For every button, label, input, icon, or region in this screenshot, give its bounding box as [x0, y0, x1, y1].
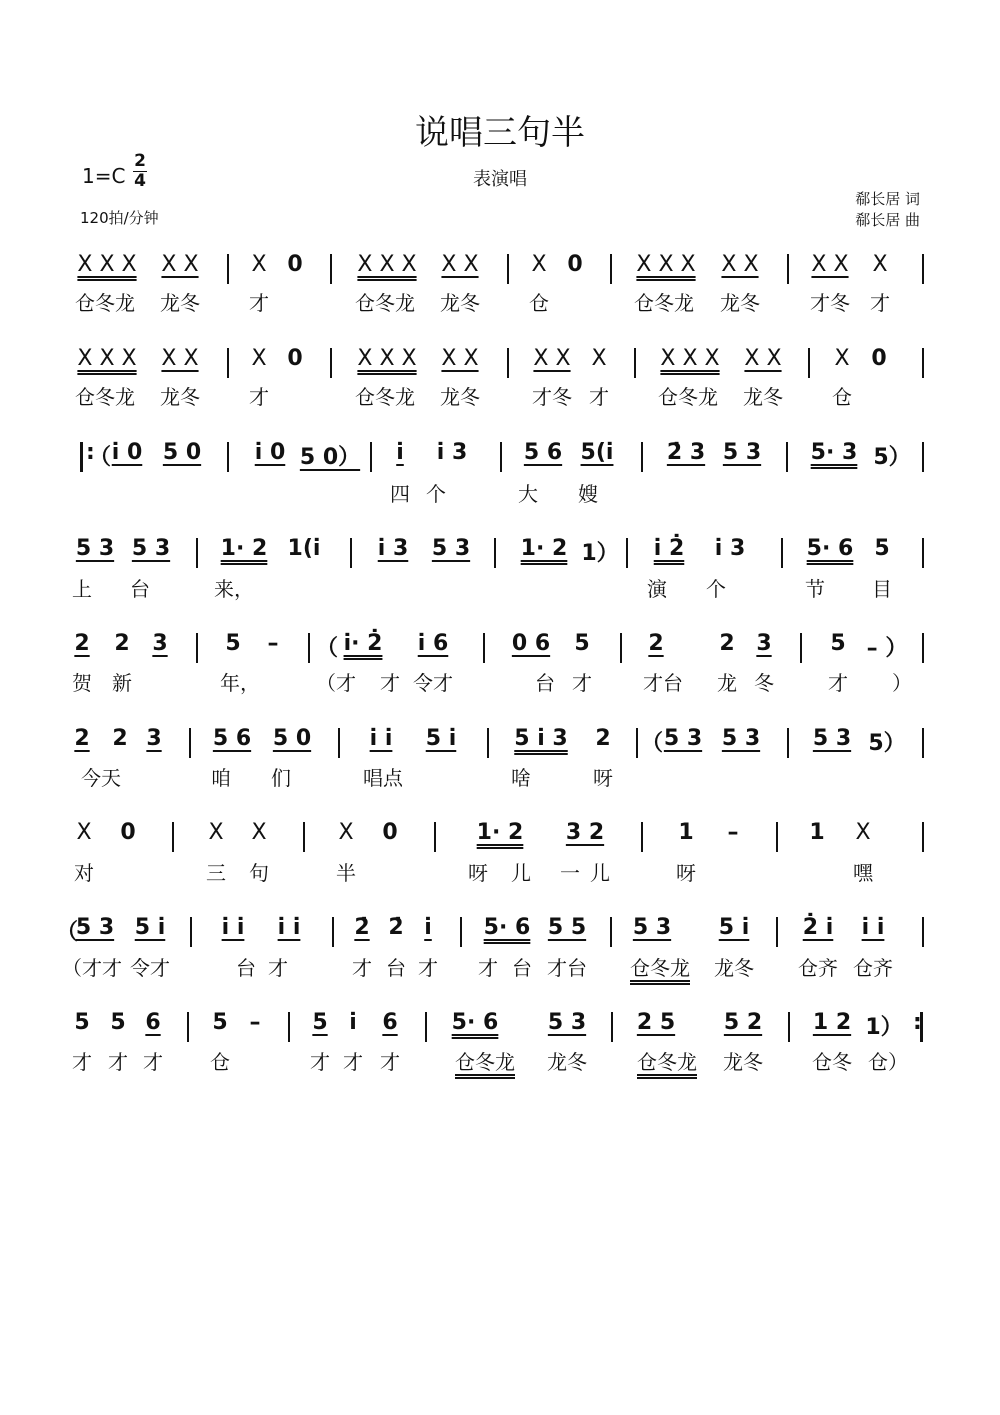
note-group: 1· 2	[220, 536, 268, 561]
note-group: i̇ i̇	[369, 726, 393, 751]
barline	[611, 1012, 613, 1042]
note-group: i̇ i̇	[861, 915, 885, 940]
lyric-syllable: （才才	[62, 956, 122, 980]
note-group: 5 3	[721, 726, 761, 751]
note-group: 5	[574, 631, 590, 656]
percussion-beat: X	[251, 252, 267, 277]
percussion-beat: X X	[721, 252, 759, 277]
note-group: （	[55, 920, 79, 945]
note-group: i̇ 6	[417, 631, 449, 656]
note-group: –	[267, 631, 279, 656]
lyric-syllable: 唱点	[363, 766, 403, 790]
lyric-syllable: 啥	[511, 766, 531, 790]
barline	[808, 348, 810, 378]
note-group: 2	[74, 726, 90, 751]
note-group: 5 6	[523, 440, 563, 465]
lyric-syllable: 才	[478, 956, 498, 980]
lyric-syllable: 才	[268, 956, 288, 980]
barline	[922, 917, 924, 947]
lyric-syllable: 龙冬	[720, 291, 760, 315]
note-group: 1 2	[812, 1010, 852, 1035]
lyric-line-7	[0, 857, 1000, 887]
barline	[610, 917, 612, 947]
note-group: 5· 6	[451, 1010, 499, 1035]
lyric-syllable: 龙冬	[743, 385, 783, 409]
lyric-syllable: 儿	[590, 861, 610, 885]
time-signature-top: 2	[134, 151, 146, 171]
note-group: 5	[830, 631, 846, 656]
lyric-syllable: 仓冬龙	[75, 385, 135, 409]
note-group: i̇ 0	[254, 440, 286, 465]
lyric-line-2	[0, 381, 1000, 411]
notation-line-3	[0, 440, 1000, 474]
barline	[776, 917, 778, 947]
barline	[190, 917, 192, 947]
barline	[922, 538, 924, 568]
note-group: 5	[312, 1010, 328, 1035]
barline	[781, 538, 783, 568]
barline	[788, 1012, 790, 1042]
note-group: 0 6	[511, 631, 551, 656]
lyric-line-1	[0, 287, 1000, 317]
lyric-syllable: 龙冬	[160, 385, 200, 409]
barline	[288, 1012, 290, 1042]
barline	[189, 728, 191, 758]
lyric-syllable: 仓冬龙	[355, 385, 415, 409]
note-group: 1	[809, 820, 825, 845]
note-group: 3	[152, 631, 168, 656]
barline	[196, 538, 198, 568]
note-group: 0	[287, 252, 303, 277]
lyric-syllable: 贺	[72, 671, 92, 695]
lyric-syllable: 令才	[130, 956, 170, 980]
lyric-line-4	[0, 573, 1000, 603]
percussion-beat: X	[591, 346, 607, 371]
note-group: 1）	[581, 541, 619, 566]
lyric-syllable: 新	[112, 671, 132, 695]
barline	[487, 728, 489, 758]
lyric-syllable: 四	[390, 482, 410, 506]
note-group: 0	[120, 820, 136, 845]
note-group: 5 3	[75, 536, 115, 561]
note-group: 0	[871, 346, 887, 371]
lyric-syllable: 上	[72, 577, 92, 601]
lyric-syllable: 才台	[643, 671, 683, 695]
lyric-syllable: 大	[518, 482, 538, 506]
lyric-syllable: 仓齐	[798, 956, 838, 980]
percussion-beat: X X	[533, 346, 571, 371]
lyric-syllable: 一	[560, 861, 580, 885]
percussion-beat: X X X	[357, 252, 417, 277]
song-title: 说唱三句半	[415, 113, 585, 153]
percussion-beat: X X	[161, 346, 199, 371]
percussion-beat: X X	[441, 252, 479, 277]
lyric-syllable: （才	[316, 671, 356, 695]
lyric-syllable: 才	[143, 1050, 163, 1074]
lyric-syllable: 令才	[413, 671, 453, 695]
barline	[500, 442, 502, 472]
note-group: （	[640, 731, 664, 756]
note-group: 5）	[868, 731, 906, 756]
note-group: 5· 6	[483, 915, 531, 940]
note-group: 0	[567, 252, 583, 277]
barline	[460, 917, 462, 947]
note-group: 0	[287, 346, 303, 371]
note-group: 5 3	[722, 440, 762, 465]
notation-line-5	[0, 631, 1000, 665]
note-group: 1	[678, 820, 694, 845]
barline	[787, 728, 789, 758]
percussion-beat: X	[338, 820, 354, 845]
lyric-syllable: 来，	[214, 577, 254, 601]
lyric-syllable: 嫂	[578, 482, 598, 506]
barline	[330, 254, 332, 284]
barline	[494, 538, 496, 568]
note-group: 2̇	[354, 915, 370, 940]
lyric-syllable: 年，	[220, 671, 260, 695]
note-group: （	[88, 445, 112, 470]
lyric-syllable: 冬	[754, 671, 774, 695]
lyric-line-5	[0, 667, 1000, 697]
percussion-beat: X X	[811, 252, 849, 277]
note-group: 2̇ 3	[666, 440, 706, 465]
percussion-beat: X X X	[636, 252, 696, 277]
lyric-syllable: 才	[380, 671, 400, 695]
note-group: 6	[382, 1010, 398, 1035]
barline	[620, 633, 622, 663]
note-group: 2	[719, 631, 735, 656]
barline	[303, 822, 305, 852]
lyric-syllable: 个	[426, 482, 446, 506]
note-group: 5 3	[632, 915, 672, 940]
lyric-syllable: 才	[343, 1050, 363, 1074]
lyric-syllable: 才	[72, 1050, 92, 1074]
note-group: 5 3	[812, 726, 852, 751]
percussion-beat: X X X	[357, 346, 417, 371]
percussion-beat: X X X	[77, 346, 137, 371]
barline	[227, 442, 229, 472]
barline	[636, 728, 638, 758]
note-group: 5· 6	[806, 536, 854, 561]
lyric-syllable: 嘿	[853, 861, 873, 885]
barline	[425, 1012, 427, 1042]
note-group: 5 3	[663, 726, 703, 751]
note-group: 2	[74, 631, 90, 656]
note-group: 5· 3	[810, 440, 858, 465]
barline	[641, 822, 643, 852]
lyric-syllable: 演	[647, 577, 667, 601]
time-signature	[132, 152, 148, 191]
lyric-syllable: 才	[589, 385, 609, 409]
percussion-beat: X X	[161, 252, 199, 277]
barline	[187, 1012, 189, 1042]
lyric-syllable: 仓	[832, 385, 852, 409]
barline	[922, 728, 924, 758]
barline	[922, 822, 924, 852]
lyric-syllable: 才	[418, 956, 438, 980]
barline	[786, 442, 788, 472]
lyric-syllable: 们	[271, 766, 291, 790]
note-group: 5	[874, 536, 890, 561]
composer-credit: 郗长居 曲	[855, 211, 920, 229]
lyric-syllable: 才	[249, 385, 269, 409]
percussion-beat: X X X	[77, 252, 137, 277]
barline	[787, 254, 789, 284]
note-group: i̇ 3	[714, 536, 746, 561]
barline	[507, 254, 509, 284]
lyric-syllable: 仓冬龙	[658, 385, 718, 409]
note-group: 5	[212, 1010, 228, 1035]
note-group: 5	[74, 1010, 90, 1035]
lyric-syllable: 仓冬龙	[634, 291, 694, 315]
note-group: 1）	[865, 1015, 903, 1040]
note-group: 5	[110, 1010, 126, 1035]
lyric-syllable: 才	[870, 291, 890, 315]
lyric-syllable: 才	[352, 956, 372, 980]
notation-line-7	[0, 820, 1000, 854]
note-group: 5(i̇	[580, 440, 614, 465]
note-group: 2 5	[636, 1010, 676, 1035]
note-group: （	[315, 636, 339, 661]
note-group: i̇	[349, 1010, 357, 1035]
note-group: 5 3	[431, 536, 471, 561]
barline	[641, 442, 643, 472]
lyric-syllable: 呀	[676, 861, 696, 885]
lyric-syllable: 仓齐	[853, 956, 893, 980]
percussion-beat: X	[76, 820, 92, 845]
percussion-beat: X X	[441, 346, 479, 371]
note-group: i̇	[424, 915, 432, 940]
barline	[483, 633, 485, 663]
note-group: 2̇ i̇	[802, 915, 834, 940]
note-group: 3	[756, 631, 772, 656]
barline	[332, 917, 334, 947]
barline	[776, 822, 778, 852]
note-group: 5 3	[75, 915, 115, 940]
repeat-start-barline	[80, 442, 83, 472]
lyric-syllable: 龙冬	[723, 1050, 763, 1074]
barline	[172, 822, 174, 852]
notation-line-9	[0, 1010, 1000, 1044]
barline	[196, 633, 198, 663]
lyric-syllable: 才冬	[810, 291, 850, 315]
lyric-syllable: 仓）	[868, 1050, 908, 1074]
lyricist-credit: 郗长居 词	[855, 190, 920, 208]
lyric-syllable: 节	[805, 577, 825, 601]
note-group: 5 0	[272, 726, 312, 751]
note-group: – ）	[866, 636, 908, 661]
lyric-syllable: 仓冬	[812, 1050, 852, 1074]
note-group: 5 6	[212, 726, 252, 751]
lyric-syllable: 今天	[81, 766, 121, 790]
lyric-syllable: 龙冬	[547, 1050, 587, 1074]
song-subtitle: 表演唱	[473, 169, 527, 190]
lyric-syllable: 才台	[547, 956, 587, 980]
note-group: 5 0）	[299, 445, 361, 470]
lyric-syllable: 才	[572, 671, 592, 695]
notation-line-2	[0, 346, 1000, 380]
lyric-syllable: 儿	[511, 861, 531, 885]
lyric-line-3	[0, 478, 1000, 508]
note-group: –	[727, 820, 739, 845]
note-group: 6	[145, 1010, 161, 1035]
note-group: 2	[112, 726, 128, 751]
barline	[922, 442, 924, 472]
lyric-syllable: 才	[310, 1050, 330, 1074]
note-group: i̇· 2̇	[343, 631, 383, 656]
lyric-line-6	[0, 762, 1000, 792]
note-group: 5 i̇	[134, 915, 166, 940]
note-group: 1(i̇	[287, 536, 321, 561]
lyric-syllable: 龙	[717, 671, 737, 695]
lyric-syllable: 对	[74, 861, 94, 885]
lyric-syllable: 才冬	[532, 385, 572, 409]
lyric-syllable: 台	[512, 956, 532, 980]
barline	[330, 348, 332, 378]
lyric-syllable: 仓冬龙	[455, 1050, 515, 1074]
lyric-syllable: 仓冬龙	[75, 291, 135, 315]
barline	[922, 254, 924, 284]
note-group: 0	[382, 820, 398, 845]
notation-line-1	[0, 252, 1000, 286]
lyric-syllable: 仓冬龙	[355, 291, 415, 315]
lyric-syllable: 才	[108, 1050, 128, 1074]
percussion-beat: X	[834, 346, 850, 371]
lyric-syllable: 仓	[529, 291, 549, 315]
note-group: 5 i̇	[425, 726, 457, 751]
barline	[227, 348, 229, 378]
lyric-syllable: 台	[130, 577, 150, 601]
tempo-marking: 120拍/分钟	[80, 209, 159, 227]
barline	[350, 538, 352, 568]
lyric-syllable: 呀	[468, 861, 488, 885]
lyric-syllable: 才	[249, 291, 269, 315]
barline	[308, 633, 310, 663]
note-group: i̇ i̇	[277, 915, 301, 940]
note-group: i̇ 2̇	[653, 536, 685, 561]
lyric-syllable: 句	[249, 861, 269, 885]
barline	[922, 633, 924, 663]
percussion-beat: X	[208, 820, 224, 845]
lyric-line-8	[0, 952, 1000, 982]
note-group: 5 0	[162, 440, 202, 465]
barline	[610, 254, 612, 284]
note-group: 3 2	[565, 820, 605, 845]
percussion-beat: X	[251, 346, 267, 371]
lyric-syllable: 台	[236, 956, 256, 980]
percussion-beat: X	[855, 820, 871, 845]
lyric-syllable: 仓冬龙	[630, 956, 690, 980]
time-signature-bottom: 4	[134, 171, 146, 191]
barline	[922, 348, 924, 378]
note-group: 5 3	[131, 536, 171, 561]
barline	[434, 822, 436, 852]
notation-line-6	[0, 726, 1000, 760]
barline	[370, 442, 372, 472]
lyric-syllable: 仓冬龙	[637, 1050, 697, 1074]
note-group: 5 i̇ 3	[514, 726, 568, 751]
note-group: i̇	[396, 440, 404, 465]
lyric-syllable: 才	[380, 1050, 400, 1074]
lyric-syllable: 个	[706, 577, 726, 601]
barline	[626, 538, 628, 568]
percussion-beat: X	[872, 252, 888, 277]
lyric-syllable: ）	[892, 671, 912, 695]
barline	[800, 633, 802, 663]
lyric-syllable: 台	[535, 671, 555, 695]
repeat-end-barline	[920, 1012, 923, 1042]
note-group: 2	[114, 631, 130, 656]
note-group: 5 5	[547, 915, 587, 940]
percussion-beat: X	[531, 252, 547, 277]
key-signature: 1=C	[82, 164, 126, 188]
percussion-beat: X	[251, 820, 267, 845]
note-group: 5 i̇	[718, 915, 750, 940]
barline	[338, 728, 340, 758]
lyric-syllable: 三	[206, 861, 226, 885]
note-group: 5 2	[723, 1010, 763, 1035]
note-group: i̇ 3	[436, 440, 468, 465]
lyric-syllable: 龙冬	[714, 956, 754, 980]
note-group: 5 3	[547, 1010, 587, 1035]
lyric-syllable: 仓	[210, 1050, 230, 1074]
lyric-syllable: 半	[336, 861, 356, 885]
lyric-syllable: 龙冬	[440, 291, 480, 315]
percussion-beat: X X	[744, 346, 782, 371]
lyric-line-9	[0, 1046, 1000, 1076]
notation-line-4	[0, 536, 1000, 570]
barline	[507, 348, 509, 378]
note-group: i̇ 0	[111, 440, 143, 465]
note-group: i̇ 3	[377, 536, 409, 561]
note-group: 3	[146, 726, 162, 751]
lyric-syllable: 龙冬	[160, 291, 200, 315]
note-group: 2̇	[388, 915, 404, 940]
note-group: 2	[595, 726, 611, 751]
percussion-beat: X X X	[660, 346, 720, 371]
barline	[227, 254, 229, 284]
lyric-syllable: 才	[828, 671, 848, 695]
note-group: 1· 2	[520, 536, 568, 561]
note-group: i̇ i̇	[221, 915, 245, 940]
barline	[634, 348, 636, 378]
note-group: 1· 2	[476, 820, 524, 845]
lyric-syllable: 台	[386, 956, 406, 980]
lyric-syllable: 呀	[593, 766, 613, 790]
note-group: 5	[225, 631, 241, 656]
lyric-syllable: 咱	[211, 766, 231, 790]
note-group: 5）	[873, 445, 911, 470]
note-group: –	[249, 1010, 261, 1035]
notation-line-8	[0, 915, 1000, 949]
lyric-syllable: 目	[872, 577, 892, 601]
note-group: 2	[648, 631, 664, 656]
lyric-syllable: 龙冬	[440, 385, 480, 409]
